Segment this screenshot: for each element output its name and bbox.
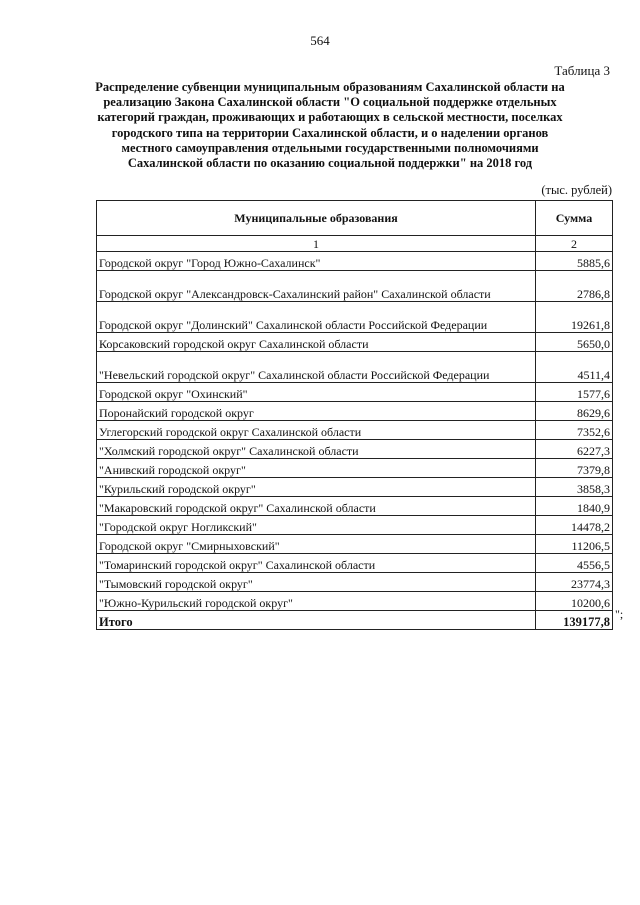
municipality-name: Городской округ "Александровск-Сахалинский район" Сахалинской области <box>97 271 536 302</box>
amount-value: 10200,6 <box>536 592 613 611</box>
municipality-name: Городской округ "Долинский" Сахалинской области Российской Федерации <box>97 302 536 333</box>
amount-value: 7352,6 <box>536 421 613 440</box>
header-row <box>97 201 613 236</box>
table-row <box>97 440 613 459</box>
municipality-name: Углегорский городской округ Сахалинской области <box>97 421 536 440</box>
table-row <box>97 383 613 402</box>
table-label: Таблица 3 <box>554 63 610 78</box>
index-col-2: 2 <box>536 236 613 252</box>
subvention-table <box>96 200 613 630</box>
header-municipalities: Муниципальные образования <box>97 201 536 236</box>
table-row <box>97 554 613 573</box>
closing-quote-mark: "; <box>615 607 624 621</box>
municipality-name: "Холмский городской округ" Сахалинской области <box>97 440 536 459</box>
amount-value: 4511,4 <box>536 352 613 383</box>
amount-value: 11206,5 <box>536 535 613 554</box>
total-row <box>97 611 613 630</box>
table-row <box>97 271 613 302</box>
table-row <box>97 459 613 478</box>
amount-value: 7379,8 <box>536 459 613 478</box>
header-amount: Сумма <box>536 201 613 236</box>
index-col-1: 1 <box>97 236 536 252</box>
municipality-name: "Тымовский городской округ" <box>97 573 536 592</box>
municipality-name: "Анивский городской округ" <box>97 459 536 478</box>
amount-value: 8629,6 <box>536 402 613 421</box>
amount-value: 1840,9 <box>536 497 613 516</box>
units-note: (тыс. рублей) <box>541 183 612 197</box>
table-row <box>97 302 613 333</box>
document-title: Распределение субвенции муниципальным образованиям Сахалинской области на реализацию Закона Сахалинской области "О социальной поддержке отдельных категорий граждан, проживающих и работающих в сельской местности, поселках городского типа на территории Сахалинской области, и о наделении органов местного самоуправления отдельными государственными полномочиями Сахалинской области по оказанию социальной поддержки" на 2018 год <box>95 80 565 171</box>
municipality-name: Корсаковский городской округ Сахалинской области <box>97 333 536 352</box>
table-row <box>97 535 613 554</box>
table-row <box>97 516 613 535</box>
table-row <box>97 592 613 611</box>
table-row <box>97 478 613 497</box>
municipality-name: Городской округ "Смирныховский" <box>97 535 536 554</box>
table-row <box>97 421 613 440</box>
table-row <box>97 333 613 352</box>
index-row <box>97 236 613 252</box>
amount-value: 3858,3 <box>536 478 613 497</box>
municipality-name: "Томаринский городской округ" Сахалинской области <box>97 554 536 573</box>
amount-value: 4556,5 <box>536 554 613 573</box>
municipality-name: Городской округ "Охинский" <box>97 383 536 402</box>
table-body <box>97 252 613 611</box>
total-label: Итого <box>97 611 536 630</box>
amount-value: 2786,8 <box>536 271 613 302</box>
amount-value: 23774,3 <box>536 573 613 592</box>
amount-value: 1577,6 <box>536 383 613 402</box>
amount-value: 14478,2 <box>536 516 613 535</box>
table-row <box>97 573 613 592</box>
municipality-name: "Макаровский городской округ" Сахалинской области <box>97 497 536 516</box>
municipality-name: "Городской округ Ногликский" <box>97 516 536 535</box>
table-row <box>97 252 613 271</box>
total-amount: 139177,8 <box>536 611 613 630</box>
amount-value: 5885,6 <box>536 252 613 271</box>
municipality-name: "Невельский городской округ" Сахалинской области Российской Федерации <box>97 352 536 383</box>
table-row <box>97 497 613 516</box>
amount-value: 19261,8 <box>536 302 613 333</box>
table-row <box>97 402 613 421</box>
municipality-name: Поронайский городской округ <box>97 402 536 421</box>
amount-value: 5650,0 <box>536 333 613 352</box>
municipality-name: Городской округ "Город Южно-Сахалинск" <box>97 252 536 271</box>
municipality-name: "Южно-Курильский городской округ" <box>97 592 536 611</box>
page-number: 564 <box>310 33 330 48</box>
municipality-name: "Курильский городской округ" <box>97 478 536 497</box>
table-row <box>97 352 613 383</box>
amount-value: 6227,3 <box>536 440 613 459</box>
